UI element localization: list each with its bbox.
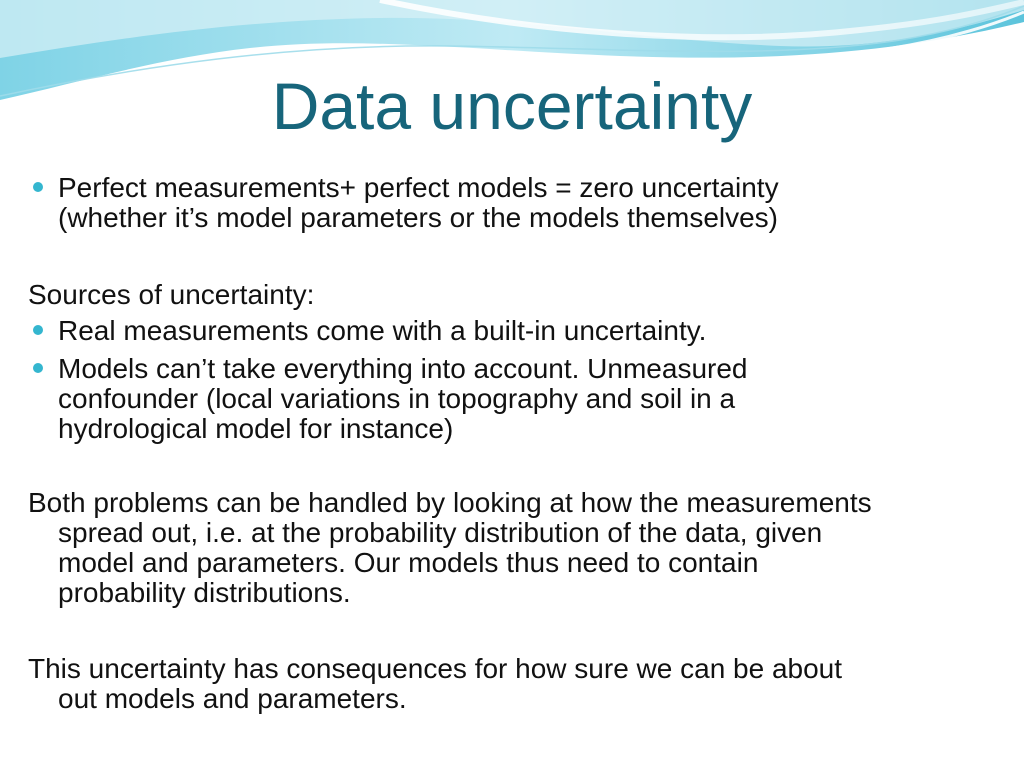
bullet-models-cant xyxy=(58,354,998,444)
slide-title: Data uncertainty xyxy=(271,69,753,143)
text-line: hydrological model for instance) xyxy=(58,413,454,444)
bullet-icon xyxy=(33,325,43,335)
text-line: This uncertainty has consequences for how sure we can be about xyxy=(28,653,843,684)
text-line: out models and parameters. xyxy=(58,683,407,714)
text-line: Sources of uncertainty: xyxy=(28,279,315,310)
paragraph-both-problems xyxy=(28,488,988,608)
bullet-icon xyxy=(33,182,43,192)
text-line: model and parameters. Our models thus need to contain xyxy=(58,547,759,578)
paragraph-consequences xyxy=(28,654,988,714)
bullet-perfect-measurements xyxy=(58,173,998,233)
bullet-real-measurements xyxy=(58,316,998,346)
text-line: Both problems can be handled by looking at how the measurements xyxy=(28,487,872,518)
sources-heading xyxy=(28,280,988,310)
bullet-icon xyxy=(33,363,43,373)
text-line: Perfect measurements+ perfect models = zero uncertainty xyxy=(58,172,779,203)
text-line: confounder (local variations in topography and soil in a xyxy=(58,383,736,414)
text-line: Real measurements come with a built-in uncertainty. xyxy=(58,315,707,346)
text-line: spread out, i.e. at the probability distribution of the data, given xyxy=(58,517,823,548)
text-line: (whether it’s model parameters or the models themselves) xyxy=(58,202,779,233)
text-line: probability distributions. xyxy=(58,577,351,608)
text-line: Models can’t take everything into account. Unmeasured xyxy=(58,353,748,384)
